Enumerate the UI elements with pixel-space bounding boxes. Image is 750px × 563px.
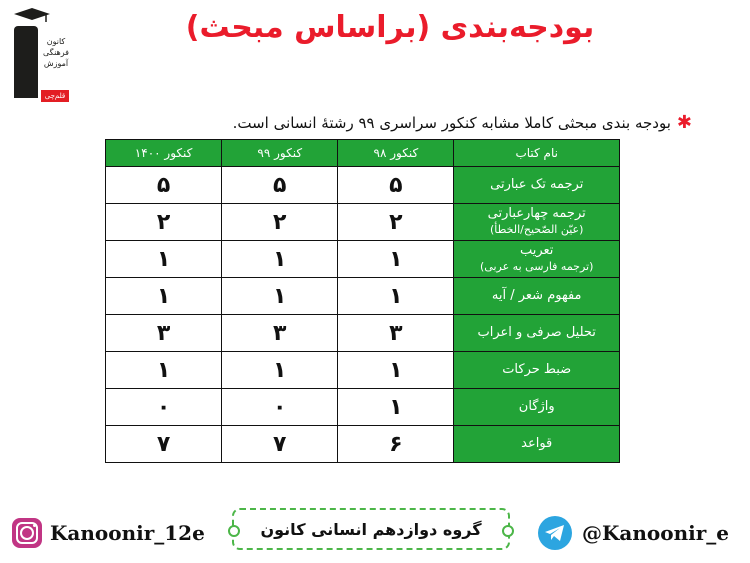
- row-name: مفهوم شعر / آیه: [454, 278, 620, 315]
- cell-konkur-98: ۲: [338, 204, 454, 241]
- cell-konkur-99: ۲: [222, 204, 338, 241]
- cell-konkur-1400: ۱: [106, 352, 222, 389]
- logo-red-label: قلم‌چی: [41, 90, 69, 102]
- cell-konkur-98: ۵: [338, 167, 454, 204]
- cell-konkur-99: ۵: [222, 167, 338, 204]
- table-row: [106, 389, 620, 426]
- row-name: واژگان: [454, 389, 620, 426]
- header-konkur-98: کنکور ۹۸: [338, 140, 454, 167]
- cell-konkur-1400: ۱: [106, 278, 222, 315]
- frame-knob-icon: [502, 525, 514, 537]
- group-label: گروه دوازدهم انسانی کانون: [260, 519, 482, 539]
- row-subtitle: (عیّن الصّحیح/الخطأ): [490, 223, 584, 236]
- kanoon-logo: [10, 8, 70, 103]
- cell-konkur-1400: ۲: [106, 204, 222, 241]
- row-name: تعریب (ترجمه فارسی به عربی): [454, 241, 620, 278]
- cell-konkur-99: ۰: [222, 389, 338, 426]
- row-name: تحلیل صرفی و اعراب: [454, 315, 620, 352]
- asterisk-icon: ✱: [676, 112, 692, 133]
- cell-konkur-1400: ۱: [106, 241, 222, 278]
- instagram-icon: [12, 518, 42, 548]
- telegram-handle: @Kanoonir_e: [582, 521, 729, 545]
- frame-knob-icon: [228, 525, 240, 537]
- header-konkur-99: کنکور ۹۹: [222, 140, 338, 167]
- table-row: [106, 315, 620, 352]
- instagram-link[interactable]: [12, 518, 205, 548]
- cell-konkur-99: ۷: [222, 426, 338, 463]
- graduation-cap-icon: [12, 8, 52, 22]
- cell-konkur-99: ۱: [222, 241, 338, 278]
- intro-text: بودجه بندی مبحثی کاملا مشابه کنکور سراسری ۹۹ رشتۀ انسانی است.: [232, 114, 671, 132]
- cell-konkur-98: ۶: [338, 426, 454, 463]
- cell-konkur-98: ۱: [338, 352, 454, 389]
- table-row: [106, 241, 620, 278]
- row-name: ترجمه چهارعبارتی (عیّن الصّحیح/الخطأ): [454, 204, 620, 241]
- graduate-figure-icon: [14, 26, 38, 98]
- page-title: بودجه‌بندی (براساس مبحث): [185, 10, 595, 45]
- cell-konkur-1400: ۵: [106, 167, 222, 204]
- telegram-link[interactable]: [538, 516, 729, 550]
- budget-table: [105, 139, 620, 463]
- table-row: [106, 278, 620, 315]
- cell-konkur-99: ۳: [222, 315, 338, 352]
- table-row: [106, 352, 620, 389]
- cell-konkur-98: ۱: [338, 389, 454, 426]
- cell-konkur-99: ۱: [222, 278, 338, 315]
- row-name: ترجمه تک عبارتی: [454, 167, 620, 204]
- table-row: [106, 204, 620, 241]
- cell-konkur-1400: ۳: [106, 315, 222, 352]
- cell-konkur-1400: ۷: [106, 426, 222, 463]
- table-row: [106, 167, 620, 204]
- cell-konkur-99: ۱: [222, 352, 338, 389]
- cell-konkur-98: ۱: [338, 241, 454, 278]
- row-name: ضبط حرکات: [454, 352, 620, 389]
- intro-line: [132, 112, 692, 133]
- table-row: [106, 426, 620, 463]
- cell-konkur-98: ۱: [338, 278, 454, 315]
- table-header-row: [106, 140, 620, 167]
- row-subtitle: (ترجمه فارسی به عربی): [480, 260, 594, 273]
- cell-konkur-98: ۳: [338, 315, 454, 352]
- telegram-icon: [538, 516, 572, 550]
- group-label-box: [232, 508, 510, 550]
- row-name: قواعد: [454, 426, 620, 463]
- instagram-handle: Kanoonir_12e: [50, 521, 205, 545]
- header-book-name: نام کتاب: [454, 140, 620, 167]
- logo-text: کانون فرهنگی آموزش: [43, 37, 69, 68]
- header-konkur-1400: کنکور ۱۴۰۰: [106, 140, 222, 167]
- cell-konkur-1400: ۰: [106, 389, 222, 426]
